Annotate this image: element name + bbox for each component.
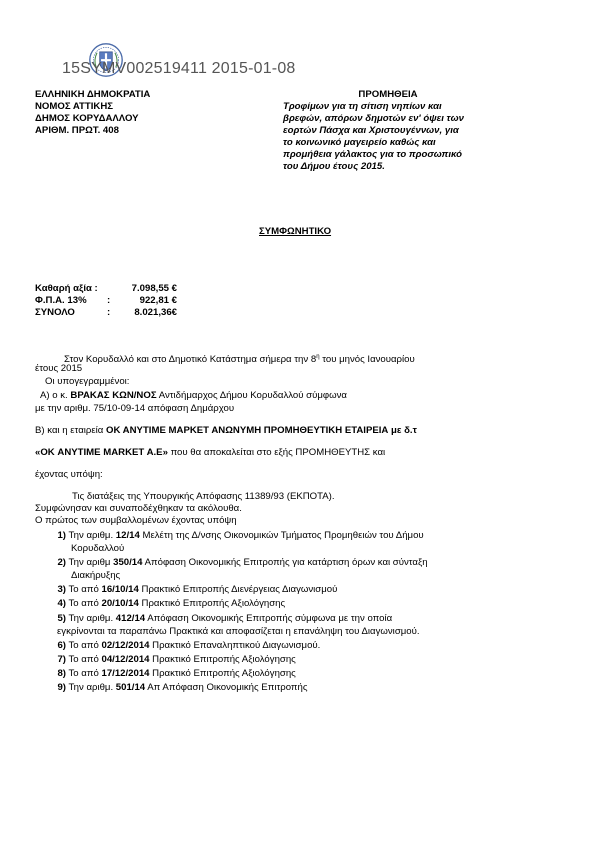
summary-row-net [35,283,177,294]
intro-year: έτους 2015 [35,363,83,374]
party-a-name: ΒΡΑΚΑΣ ΚΩΝ/ΝΟΣ [70,390,157,401]
party-b-name: ΟΚ ΑΝΥΤΙΜΕ ΜΑΡΚΕΤ ΑΝΩΝΥΜΗ ΠΡΟΜΗΘΕΥΤΙΚΗ ΕΤΑΙΡΕΙΑ με δ.τ [105,425,417,436]
procurement-title: ΠΡΟΜΗΘΕΙΑ [358,89,418,100]
summary-label: ΣΥΝΟΛΟ [35,307,75,318]
document-title: ΣΥΜΦΩΝΗΤΙΚΟ [259,226,332,237]
list-item: 9) Την αριθμ. 501/14 Απ Απόφαση Οικονομικής Επιτροπής [57,682,308,693]
first-party-line: Ο πρώτος των συμβαλλομένων έχοντας υπόψη [35,515,237,526]
list-item-cont: εγκρίνονται τα παραπάνω Πρακτικά και αποφασίζεται η επανάληψη του Διαγωνισμού. [57,626,420,637]
intro-line: Στον Κορυδαλλό και στο Δημοτικό Κατάστημα σήμερα την $8^\eta$ του μηνός Ιανουαρίου [64,354,415,366]
procurement-desc-line: το κοινωνικό μαγειρείο καθώς και [283,137,436,148]
issuer-block [35,89,150,137]
list-item: 1) Την αριθμ. 12/14 Μελέτη της Δ/νσης Οικονομικών Τμήματος Προμηθειών του Δήμου [57,530,424,541]
issuer-line: ΑΡΙΘΜ. ΠΡΩΤ. 408 [35,125,119,136]
agreed-line: Συμφώνησαν και συναποδέχθηκαν τα ακόλουθα. [35,503,242,514]
issuer-line: ΔΗΜΟΣ ΚΟΡΥΔΑΛΛΟΥ [35,113,139,124]
list-item-cont: Διακήρυξης [71,570,121,581]
list-item: 3) Το από 16/10/14 Πρακτικό Επιτροπής Διενέργειας Διαγωνισμού [57,584,338,595]
party-b-line: Β) και η εταιρεία ΟΚ ΑΝΥΤΙΜΕ ΜΑΡΚΕΤ ΑΝΩΝΥΜΗ ΠΡΟΜΗΘΕΥΤΙΚΗ ΕΤΑΙΡΕΙΑ με δ.τ [35,425,417,436]
list-item: 8) Το από 17/12/2014 Πρακτικό Επιτροπής Αξιολόγησης [57,668,296,679]
list-item: 6) Το από 02/12/2014 Πρακτικό Επαναληπτικού Διαγωνισμού. [57,640,321,651]
summary-label: Καθαρή αξία : [35,283,98,294]
signatories-label: Οι υπογεγραμμένοι: [45,376,130,387]
summary-value: 922,81 € [139,295,177,306]
summary-value: 8.021,36€ [134,307,177,318]
protocol-stamp: 15SYMV002519411 2015-01-08 [62,60,296,77]
provisions-line: Τις διατάξεις της Υπουργικής Απόφασης 11389/93 (ΕΚΠΟΤΑ). [72,491,335,502]
list-item: 4) Το από 20/10/14 Πρακτικό Επιτροπής Αξιολόγησης [57,598,286,609]
summary-value: 7.098,55 € [131,283,177,294]
list-item-cont: Κορυδαλλού [71,543,125,554]
issuer-line: ΝΟΜΟΣ ΑΤΤΙΚΗΣ [35,101,114,112]
party-a-line: Α) ο κ. ΒΡΑΚΑΣ ΚΩΝ/ΝΟΣ Αντιδήμαρχος Δήμου Κορυδαλλού σύμφωνα [40,390,347,401]
procurement-desc-line: βρεφών, απόρων δημοτών εν' όψει των [283,113,464,124]
party-b-trade-name: «ΟΚ ANYTIME MARKET A.E» [35,447,168,458]
issuer-line: ΕΛΛΗΝΙΚΗ ΔΗΜΟΚΡΑΤΙΑ [35,89,151,100]
list-item: 2) Την αριθμ 350/14 Απόφαση Οικονομικής Επιτροπής για κατάρτιση όρων και σύνταξη [57,557,428,568]
party-b-trade-name-line: «ΟΚ ANYTIME MARKET A.E» που θα αποκαλείται στο εξής ΠΡΟΜΗΘΕΥΤΗΣ και [35,447,386,458]
procurement-desc-line: εορτών Πάσχα και Χριστουγέννων, για [283,125,459,136]
having-regard-label: έχοντας υπόψη: [35,469,103,480]
summary-row-vat: Φ.Π.Α. 13% : 922,81 € [35,295,177,306]
procurement-desc-line: του Δήμου έτους 2015. [283,161,385,172]
procurement-desc-line: Τροφίμων για τη σίτιση νηπίων και [283,101,442,112]
summary-row-total: ΣΥΝΟΛΟ : 8.021,36€ [35,307,177,318]
list-item: 5) Την αριθμ. 412/14 Απόφαση Οικονομικής Επιτροπής σύμφωνα με την οποία [57,613,393,624]
summary-label: Φ.Π.Α. 13% [35,295,87,306]
procurement-subject-block [283,89,493,173]
party-a-authority: με την αριθμ. 75/10-09-14 απόφαση Δημάρχου [35,403,235,414]
list-item: 7) Το από 04/12/2014 Πρακτικό Επιτροπής Αξιολόγησης [57,654,296,665]
procurement-desc-line: προμήθεια γάλακτος για το προσωπικό [283,149,462,160]
